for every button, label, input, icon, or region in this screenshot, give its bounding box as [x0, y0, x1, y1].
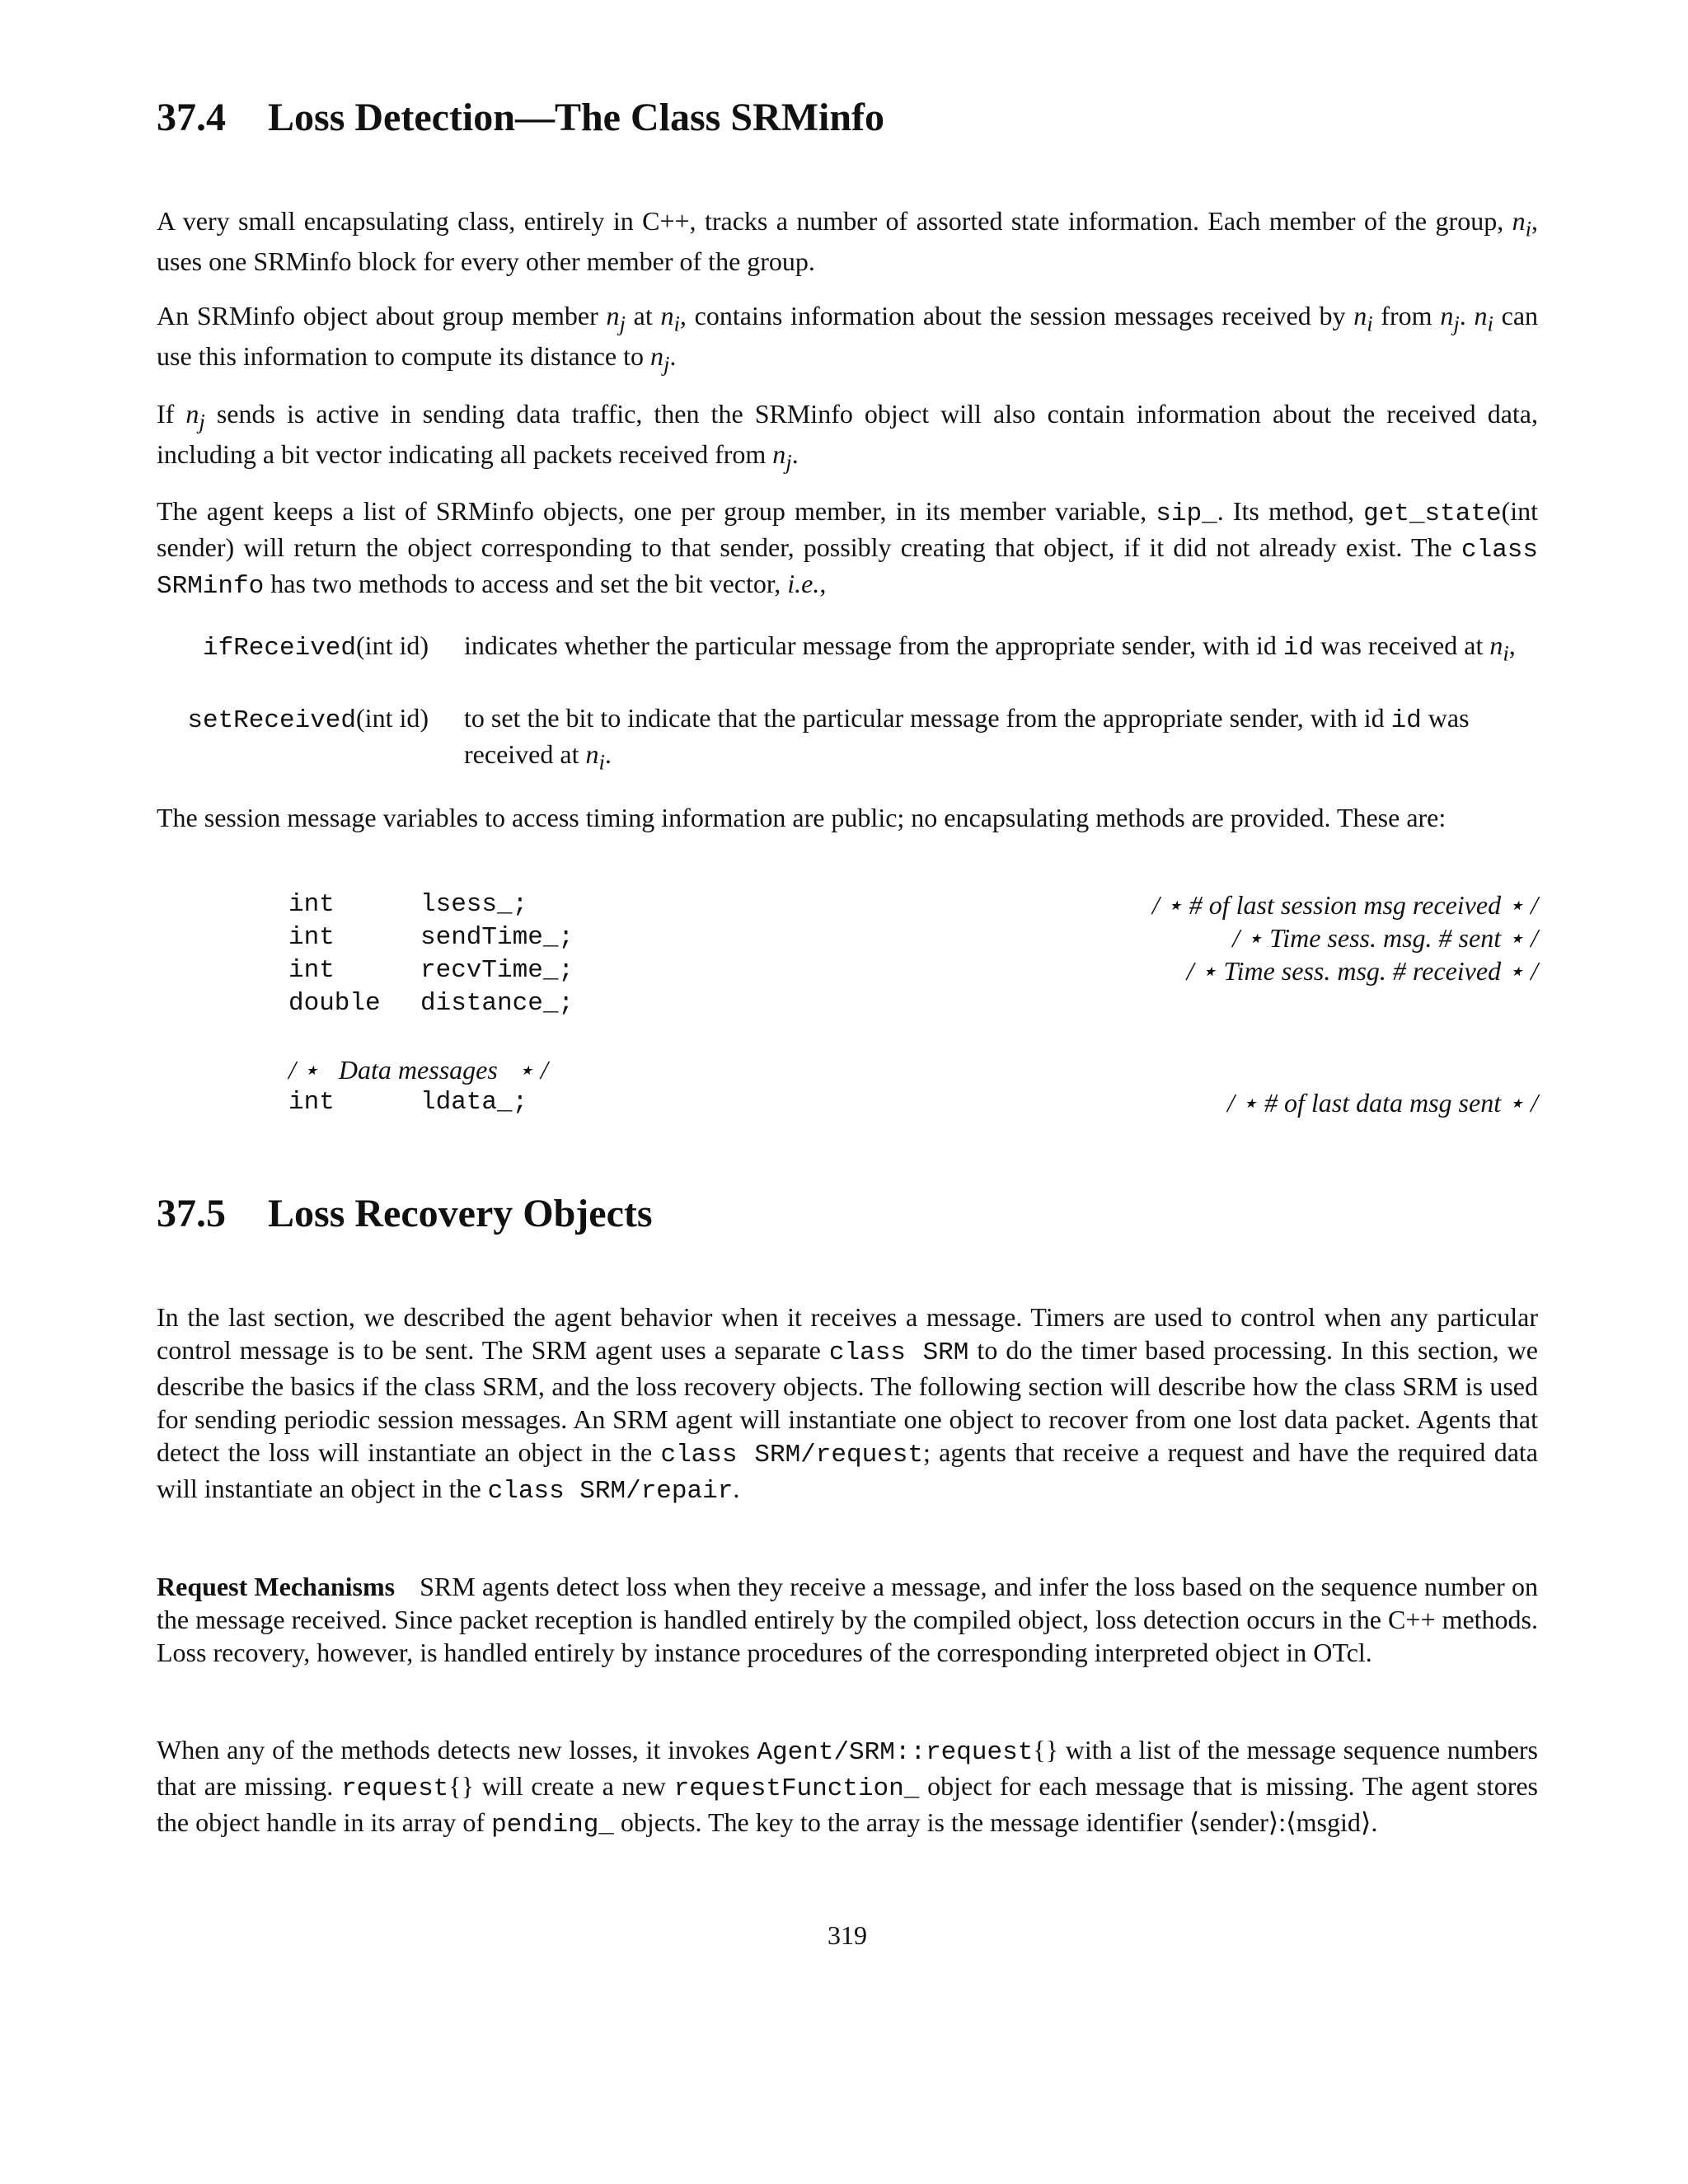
code-comment: / ⋆ Data messages ⋆ /: [288, 1055, 548, 1085]
paragraph-heading: Request Mechanisms: [157, 1572, 396, 1601]
code-comment: / ⋆ # of last session msg received ⋆ /: [1151, 890, 1538, 920]
definition-item: [157, 701, 1538, 778]
section-heading-37-5: [157, 1191, 653, 1236]
section-heading-37-4: [157, 95, 884, 140]
code-line: int sendTime_; / ⋆ Time sess. msg. # sent ⋆ /: [288, 923, 1538, 953]
code-comment: / ⋆ Time sess. msg. # received ⋆ /: [1186, 956, 1538, 986]
math-n-i: $n_i$: [1512, 206, 1531, 241]
definition-term: ifReceived(int id): [202, 630, 429, 663]
math-n-i: $n_i$: [1353, 301, 1373, 336]
math-n-i: $n_i$: [660, 301, 680, 336]
code-sip: sip_: [1156, 499, 1217, 528]
definition-description: to set the bit to indicate that the particular message from the appropriate sender, with id id was received at $n_i$.: [464, 703, 1470, 775]
page-number: 319: [828, 1920, 867, 1950]
code-class-srminfo: class SRMinfo: [157, 536, 1538, 601]
definition-description: indicates whether the particular message from the appropriate sender, with id id was received at $n_i$,: [464, 630, 1516, 666]
code-line: int ldata_; / ⋆ # of last data msg sent ⋆ /: [288, 1088, 1538, 1118]
code-comment: / ⋆ Time sess. msg. # sent ⋆ /: [1232, 923, 1538, 953]
math-n-i: $n_i$: [1474, 301, 1493, 336]
code-line: int recvTime_; / ⋆ Time sess. msg. # received ⋆ /: [288, 956, 1538, 986]
paragraph-agent-list: The agent keeps a list of SRMinfo objects, one per group member, in its member variable, sip_. Its method, get_state(int sender) will return the object corresponding to that sender, possibly creating that object, if it did not already exist. The class SRMinfo has two methods to access and set the bit vector, i.e.,: [157, 496, 1539, 601]
code-line: [288, 1053, 1538, 1086]
code-line: double distance_;: [288, 989, 574, 1018]
paragraph-srminfo-object: An SRMinfo object about group member $n_j$ at $n_i$, contains information about the session messages received by $n_i$ from $n_j$. $n_i$ can use this information to compute its distance to $n_j$.: [157, 301, 1539, 377]
code-block-session-vars: [288, 888, 1538, 1119]
math-n-i: $n_i$: [585, 739, 605, 775]
math-n-j: $n_j$: [772, 439, 792, 475]
section-number: 37.4: [157, 96, 226, 139]
section-title: Loss Recovery Objects: [268, 1192, 653, 1235]
math-n-j: $n_j$: [606, 301, 626, 336]
definition-term: setReceived(int id): [187, 703, 429, 735]
paragraph-new-losses: When any of the methods detects new losses, it invokes Agent/SRM::request{} with a list of the message sequence numbers that are missing. request{} will create a new requestFunction_ object for each message that is missing. The agent stores the object handle in its array of pending_ objects. The key to the array is the message identifier ⟨sender⟩:⟨msgid⟩.: [157, 1735, 1539, 1840]
math-n-j: $n_j$: [185, 399, 205, 434]
paragraph-data-traffic: If $n_j$ sends is active in sending data traffic, then the SRMinfo object will also contain information about the received data, including a bit vector indicating all packets received from $n_j$.: [157, 399, 1539, 475]
section-title: Loss Detection—The Class SRMinfo: [268, 96, 885, 139]
code-line: int lsess_; / ⋆ # of last session msg received ⋆ /: [288, 890, 1538, 920]
paragraph-loss-recovery: In the last section, we described the agent behavior when it receives a message. Timers are used to control when any particular control message is to be sent. The SRM agent uses a separate class SRM to do the timer based processing. In this section, we describe the basics if the class SRM, and the loss recovery objects. The following section will describe how the class SRM is used for sending periodic session messages. An SRM agent will instantiate one object to recover from one lost data packet. Agents that detect the loss will instantiate an object in the class SRM/request; agents that receive a request and have the required data will instantiate an object in the class SRM/repair.: [157, 1302, 1539, 1506]
code-get-state: get_state: [1363, 499, 1502, 528]
section-number: 37.5: [157, 1192, 226, 1235]
definition-item: [157, 629, 1538, 701]
code-comment: / ⋆ # of last data msg sent ⋆ /: [1227, 1088, 1538, 1118]
math-n-i: $n_i$: [1489, 630, 1509, 666]
math-n-j: $n_j$: [650, 341, 670, 377]
paragraph-session-vars: The session message variables to access timing information are public; no encapsulating methods are provided. These are:: [157, 803, 1447, 832]
paragraph-srminfo-intro: A very small encapsulating class, entirely in C++, tracks a number of assorted state information. Each member of the group, $n_i$, uses one SRMinfo block for every other member of the group.: [157, 206, 1538, 277]
math-n-j: $n_j$: [1440, 301, 1460, 336]
paragraph-request-mechanisms: Request Mechanisms SRM agents detect loss when they receive a message, and infer the loss based on the sequence number on the message received. Since packet reception is handled entirely by the compiled object, loss detection occurs in the C++ methods. Loss recovery, however, is handled entirely by instance procedures of the corresponding interpreted object in OTcl.: [157, 1572, 1539, 1667]
method-definition-list: [157, 629, 1538, 778]
